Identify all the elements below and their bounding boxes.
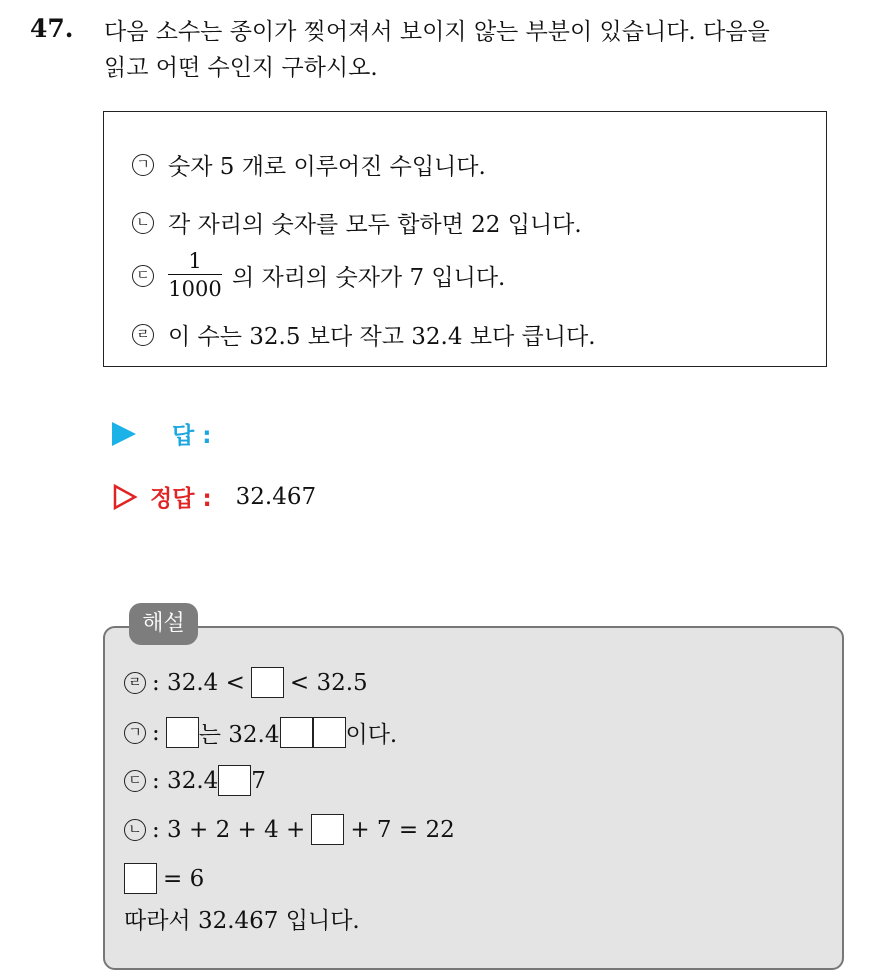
explanation-text: : 3 + 2 + 4 +: [152, 816, 306, 843]
explanation-row-2: [124, 716, 397, 749]
question-number: 47.: [30, 14, 74, 43]
explanation-text: 7: [251, 767, 266, 794]
question-text: [104, 14, 869, 86]
question-text-line2: 읽고 어떤 수인지 구하시오.: [104, 55, 378, 81]
correct-answer-row: [112, 480, 316, 513]
question-text-line1: 다음 소수는 종이가 찢어져서 보이지 않는 부분이 있습니다. 다음을: [104, 19, 770, 45]
condition-row-1: [132, 148, 486, 181]
circled-marker-icon: ㄹ: [124, 672, 146, 694]
correct-answer-value: 32.467: [235, 483, 317, 510]
circled-marker-icon: ㄱ: [124, 722, 146, 744]
explanation-text: < 32.5: [289, 669, 368, 696]
condition-text: 숫자 5 개로 이루어진 수입니다.: [168, 154, 486, 180]
conditions-box: [103, 111, 827, 367]
explanation-row-6: [124, 902, 360, 935]
circled-marker-icon: ㄹ: [132, 324, 154, 346]
explanation-row-4: [124, 814, 455, 845]
blank-box: [311, 814, 344, 845]
answer-row: [112, 417, 211, 450]
condition-row-3: [132, 248, 505, 303]
blank-box: [166, 717, 199, 748]
condition-text: 이 수는 32.5 보다 작고 32.4 보다 큽니다.: [168, 324, 596, 350]
condition-row-4: [132, 318, 596, 351]
explanation-text: 이다.: [345, 722, 398, 748]
explanation-row-1: [124, 667, 368, 698]
blank-box: [218, 765, 251, 796]
circled-marker-icon: ㄱ: [132, 154, 154, 176]
fraction-numerator: 1: [188, 249, 202, 273]
circled-marker-icon: ㄷ: [132, 265, 154, 287]
answer-label: 답 :: [172, 423, 212, 449]
blank-box: [280, 717, 313, 748]
circled-marker-icon: ㄷ: [124, 770, 146, 792]
outline-triangle-icon: [112, 484, 138, 510]
circled-marker-icon: ㄴ: [124, 819, 146, 841]
explanation-row-5: [124, 863, 204, 894]
explanation-text: 는 32.4: [198, 722, 280, 748]
condition-text: 의 자리의 숫자가 7 입니다.: [232, 265, 506, 291]
blank-box: [124, 863, 157, 894]
explanation-text: + 7 = 22: [350, 816, 455, 843]
blank-box: [251, 667, 284, 698]
condition-row-2: [132, 206, 582, 239]
explanation-text: : 32.4: [152, 767, 219, 794]
explanation-tab: 해설: [129, 603, 198, 645]
circled-marker-icon: ㄴ: [132, 212, 154, 234]
blank-box: [313, 717, 346, 748]
explanation-conclusion: 따라서 32.467 입니다.: [124, 908, 360, 934]
fraction: [168, 248, 222, 303]
play-triangle-icon: [112, 422, 136, 446]
explanation-text: = 6: [163, 865, 205, 892]
explanation-text: : 32.4 <: [152, 669, 245, 696]
condition-text: 각 자리의 숫자를 모두 합하면 22 입니다.: [168, 212, 582, 238]
correct-answer-label: 정답 :: [150, 486, 212, 512]
explanation-text: :: [152, 719, 160, 746]
fraction-denominator: 1000: [168, 277, 222, 301]
explanation-row-3: [124, 765, 266, 796]
